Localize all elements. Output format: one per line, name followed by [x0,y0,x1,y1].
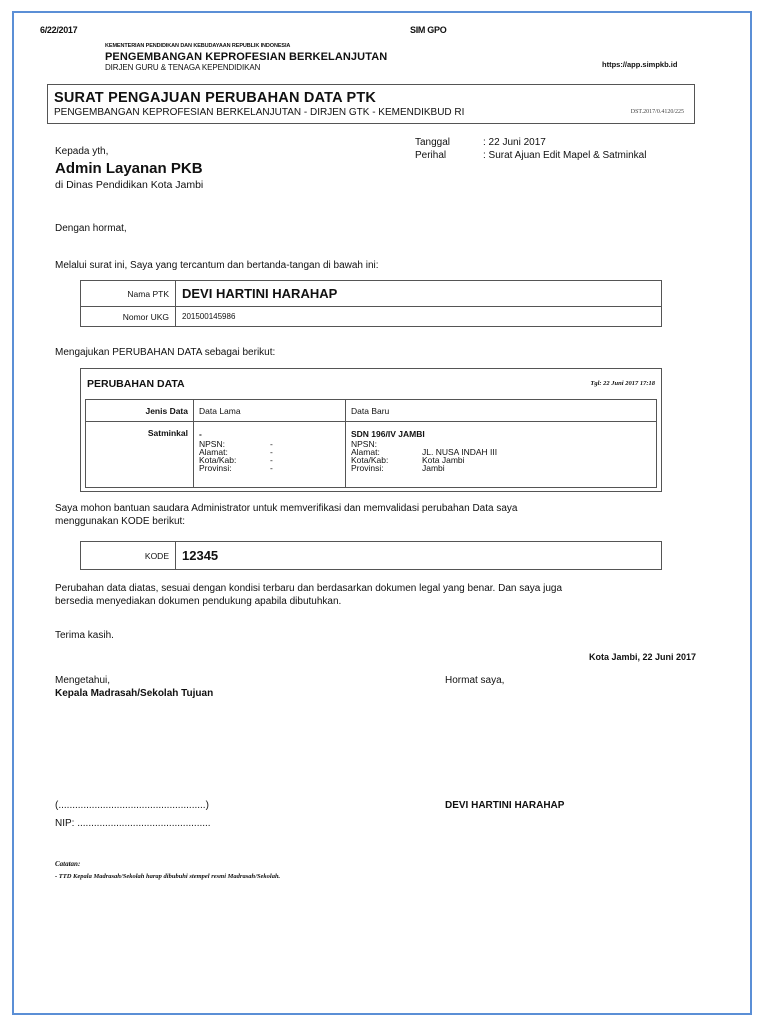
ptk-name-label: Nama PTK [81,281,176,307]
recipient-office: di Dinas Pendidikan Kota Jambi [55,179,204,191]
table-header-row [86,400,657,422]
list-item [351,464,651,472]
table-row [86,422,657,488]
perihal-label: Perihal [415,150,447,161]
kode-table [80,541,662,570]
field-key: Kota/Kab: [199,455,237,465]
perubahan-data-box [80,368,662,492]
table-row [81,542,662,570]
kepala-sekolah-label: Kepala Madrasah/Sekolah Tujuan [55,688,214,699]
closing-text-line1: Perubahan data diatas, sesuai dengan kondisi terbaru dan berdasarkan dokumen legal yang benar. Dan saya juga [55,583,563,594]
mengetahui-label: Mengetahui, [55,675,111,686]
kode-value: 12345 [176,542,662,570]
field-value: Kota Jambi [422,455,465,465]
ptk-table [80,280,662,327]
field-value: - [270,439,273,449]
ministry-name: KEMENTERIAN PENDIDIKAN DAN KEBUDAYAAN REPUBLIK INDONESIA [105,43,291,49]
field-key: NPSN: [199,439,225,449]
data-baru-name: SDN 196/IV JAMBI [351,429,425,439]
data-lama-cell [194,422,346,488]
field-value: Jambi [422,463,445,473]
catatan-heading: Catatan: [55,860,81,868]
recipient-name: Admin Layanan PKB [55,160,203,177]
field-key: Alamat: [351,447,380,457]
table-row [81,281,662,307]
table-row [81,307,662,327]
list-item [351,440,651,448]
ptk-ukg-label: Nomor UKG [81,307,176,327]
closing-text-line2: bersedia menyediakan dokumen pendukung apabila dibutuhkan. [55,596,342,607]
perubahan-title: PERUBAHAN DATA [87,378,185,390]
catatan-item: - TTD Kepala Madrasah/Sekolah harap dibubuhi stempel resmi Madrasah/Sekolah. [55,873,281,880]
field-value: - [270,455,273,465]
place-date: Kota Jambi, 22 Juni 2017 [588,652,696,662]
list-item [351,456,651,464]
salutation: Dengan hormat, [55,223,127,234]
field-key: Provinsi: [199,463,232,473]
title-box [47,84,695,124]
col-jenis-data: Jenis Data [86,400,194,422]
program-name: PENGEMBANGAN KEPROFESIAN BERKELANJUTAN [105,51,388,63]
mohon-text-line2: menggunakan KODE berikut: [55,516,186,527]
recipient-greeting: Kepada yth, [55,146,109,157]
field-key: Provinsi: [351,463,384,473]
site-url: https://app.simpkb.id [602,60,678,69]
field-key: NPSN: [351,439,377,449]
hormat-saya-label: Hormat saya, [445,675,505,686]
print-app-name: SIM GPO [410,25,447,35]
field-value: JL. NUSA INDAH III [422,447,498,457]
list-item [199,464,340,472]
perubahan-table [85,399,657,488]
tanggal-label: Tanggal [415,137,451,148]
field-key: Alamat: [199,447,228,457]
signature-blank: (.....................................................) [55,800,209,811]
col-data-baru: Data Baru [346,400,657,422]
mohon-text-line1: Saya mohon bantuan saudara Administrator untuk memverifikasi dan memvalidasi perubahan Data saya [55,503,518,514]
signer-name: DEVI HARTINI HARAHAP [445,800,565,811]
nip-line: NIP: ................................................ [55,818,211,829]
list-item [351,448,651,456]
jenis-data-value: Satminkal [86,422,194,488]
intro-text: Melalui surat ini, Saya yang tercantum dan bertanda-tangan di bawah ini: [55,260,379,271]
data-baru-cell [346,422,657,488]
tanggal-value: : 22 Juni 2017 [483,137,546,148]
document-id: DST.2017/0.4120/225 [630,109,684,115]
directorate-name: DIRJEN GURU & TENAGA KEPENDIDIKAN [105,63,261,72]
thanks-text: Terima kasih. [55,630,114,641]
kode-label: KODE [81,542,176,570]
perihal-value: : Surat Ajuan Edit Mapel & Satminkal [483,150,647,161]
col-data-lama: Data Lama [194,400,346,422]
perubahan-timestamp: Tgl: 22 Juni 2017 17:18 [590,380,655,387]
data-lama-name: - [199,429,202,439]
document-subtitle: PENGEMBANGAN KEPROFESIAN BERKELANJUTAN - DIRJEN GTK - KEMENDIKBUD RI [54,107,465,118]
mengajukan-text: Mengajukan PERUBAHAN DATA sebagai berikut: [55,347,276,358]
ptk-ukg-value: 201500145986 [176,307,662,327]
ptk-name-value: DEVI HARTINI HARAHAP [176,281,662,307]
print-date: 6/22/2017 [40,25,78,35]
field-key: Kota/Kab: [351,455,389,465]
field-value: - [270,463,273,473]
document-title: SURAT PENGAJUAN PERUBAHAN DATA PTK [54,90,377,106]
field-value: - [270,447,273,457]
